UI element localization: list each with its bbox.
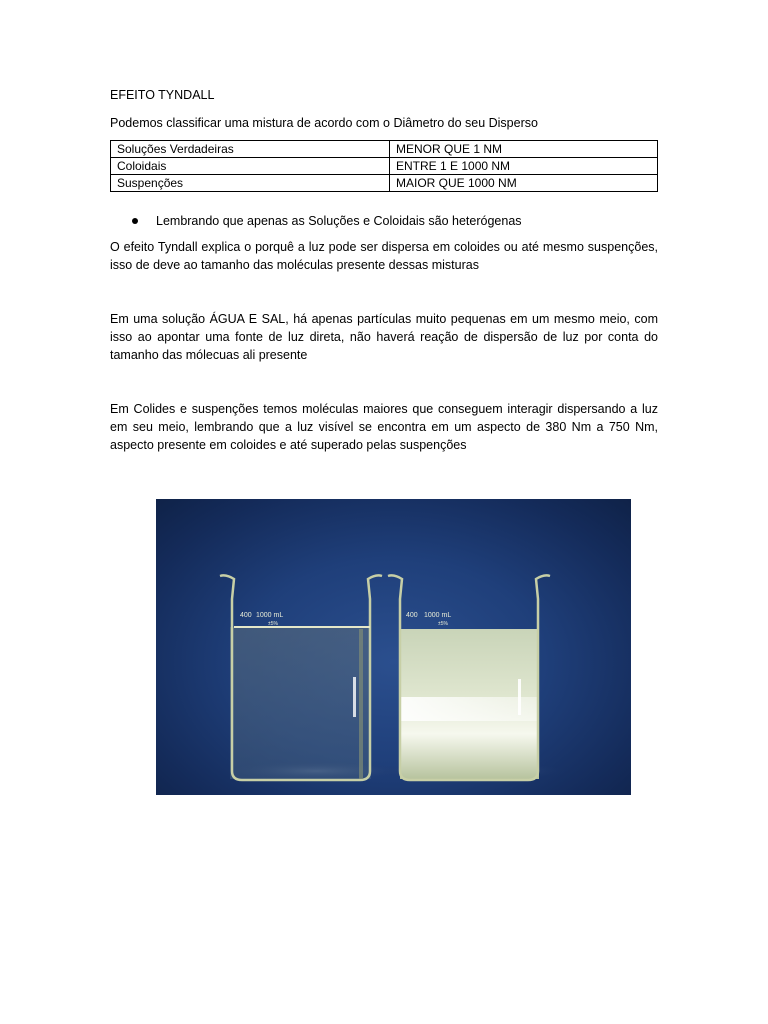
section-subtitle: Podemos classificar uma mistura de acordo com o Diâmetro do seu Disperso: [110, 116, 538, 130]
bullet-item: [110, 212, 658, 230]
paragraph-tyndall: O efeito Tyndall explica o porquê a luz pode ser dispersa em coloides ou até mesmo suspenções, isso de deve ao tamanho das moléculas presente dessas misturas: [110, 240, 658, 272]
table-cell-size: MENOR QUE 1 NM: [390, 141, 658, 158]
table-cell-type: Soluções Verdadeiras: [111, 141, 390, 158]
left-beaker-scale: [359, 629, 363, 779]
table-cell-type: Suspenções: [111, 175, 390, 192]
bullet-icon: [132, 218, 138, 224]
right-beaker-highlight: [518, 679, 521, 715]
page-title: EFEITO TYNDALL: [110, 88, 215, 102]
table-row: [111, 158, 658, 175]
tyndall-beakers-photo: [156, 499, 631, 795]
table-cell-size: MAIOR QUE 1000 NM: [390, 175, 658, 192]
bullet-text: Lembrando que apenas as Soluções e Coloidais são heterógenas: [156, 214, 522, 228]
left-beaker-label: 1000 mL: [256, 612, 284, 619]
paragraph-salt-water: Em uma solução ÁGUA E SAL, há apenas partículas muito pequenas em um mesmo meio, com isso ao apontar uma fonte de luz direta, não haverá reação de dispersão de luz por conta do tamanho das mólecuas ali presente: [110, 312, 658, 362]
right-beaker-note: ±5%: [438, 621, 448, 627]
beakers-illustration: [156, 499, 631, 795]
document-page: [110, 86, 658, 454]
left-beaker: [220, 575, 382, 780]
left-beaker-mark: 400: [240, 612, 252, 619]
left-beaker-highlight: [353, 677, 356, 717]
table-row: [111, 141, 658, 158]
left-beaker-note: ±5%: [268, 621, 278, 627]
right-beaker-mark: 400: [406, 612, 418, 619]
classification-table: [110, 140, 658, 192]
table-cell-size: ENTRE 1 E 1000 NM: [390, 158, 658, 175]
right-beaker-label: 1000 mL: [424, 612, 452, 619]
table-cell-type: Coloidais: [111, 158, 390, 175]
paragraph-colloids: Em Colides e suspenções temos moléculas maiores que conseguem interagir dispersando a luz em seu meio, lembrando que a luz visível se encontra em um aspecto de 380 Nm a 750 Nm, aspecto presente em coloides e até superado pelas suspenções: [110, 402, 658, 452]
table-row: [111, 175, 658, 192]
left-beaker-liquid: [230, 627, 371, 779]
right-beaker: [388, 575, 550, 780]
